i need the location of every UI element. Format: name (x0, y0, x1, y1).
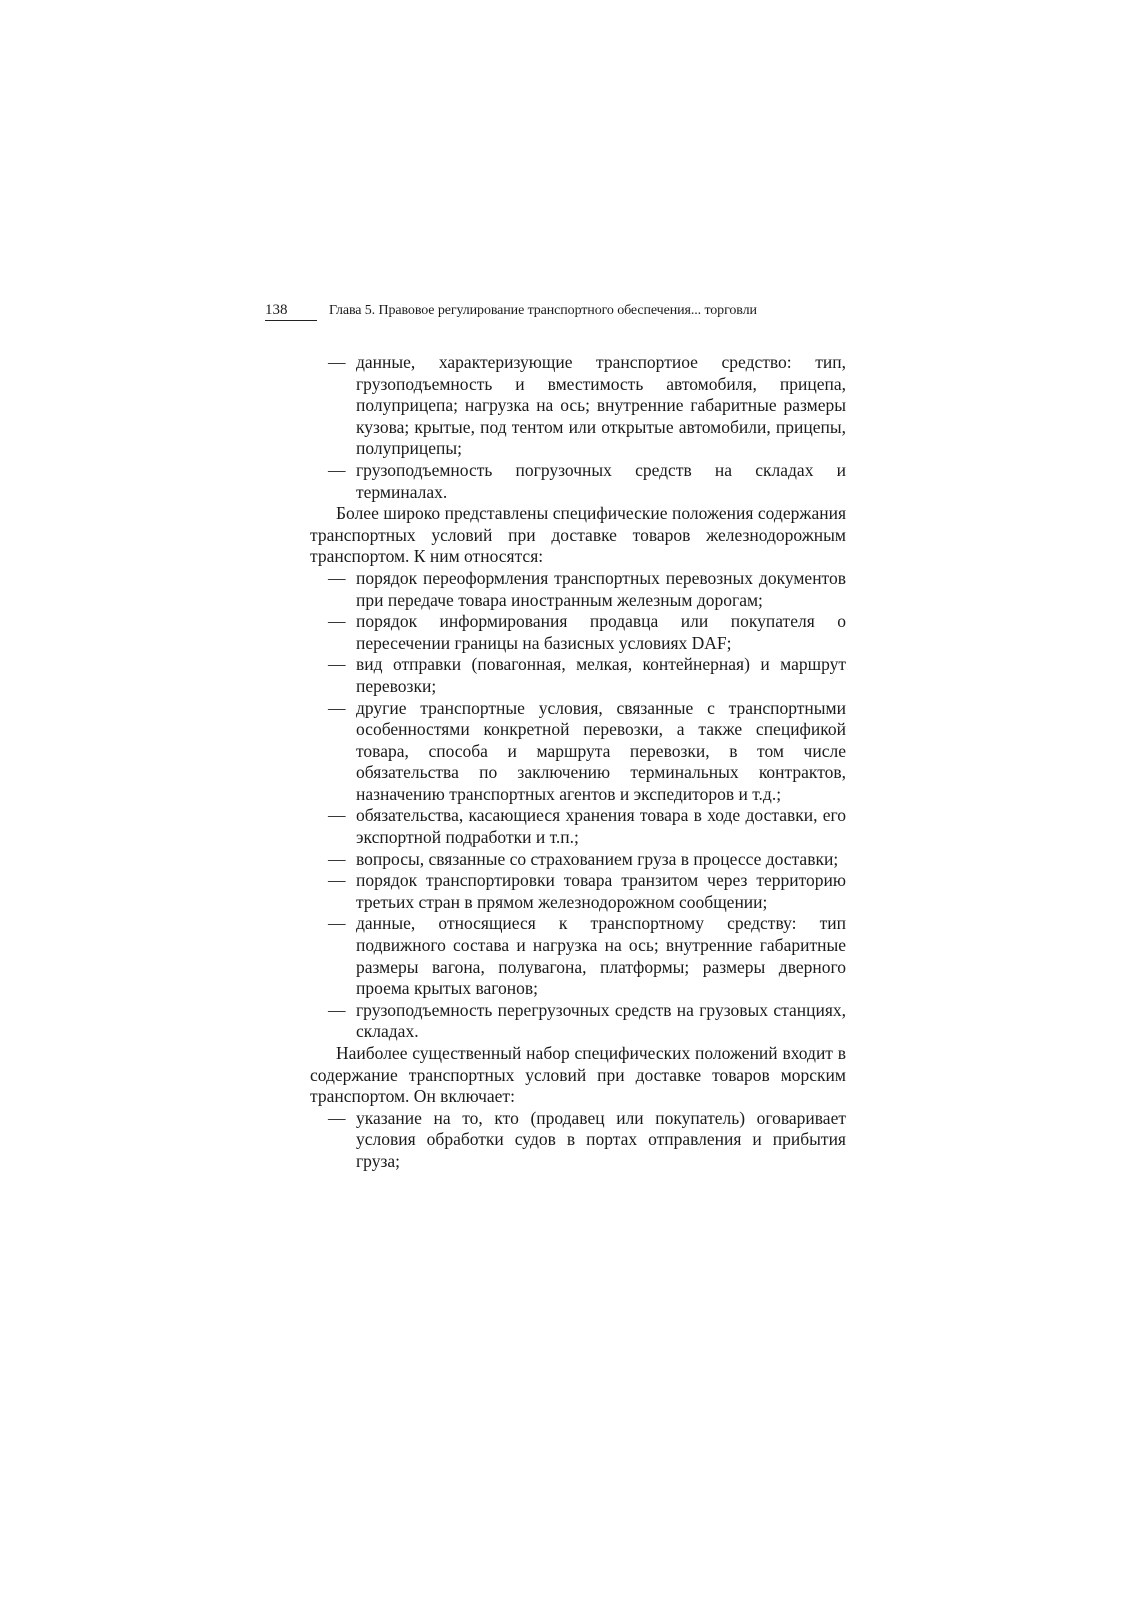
list-item-text: грузоподъемность погрузочных средств на складах и терминалах. (356, 459, 846, 502)
list-item (310, 352, 846, 460)
list-item (310, 849, 846, 871)
list-item (310, 654, 846, 697)
page-number: 138 (265, 302, 317, 321)
transport-vehicle-list (310, 352, 846, 503)
dash-marker: — (328, 870, 346, 891)
list-item-text: данные, характеризующие транспортиое средство: тип, грузоподъемность и вместимость автомобиля, прицепа, полуприцепа; нагрузка на ось; внутренние габаритные размеры кузова; крытые, под тентом или открытые автомобили, прицепы, полуприцепы; (356, 352, 846, 459)
list-item (310, 1108, 846, 1173)
dash-marker: — (328, 848, 346, 869)
running-title: Глава 5. Правовое регулирование транспортного обеспечения... торговли (329, 303, 757, 318)
dash-marker: — (328, 913, 346, 934)
dash-marker: — (328, 1107, 346, 1128)
list-item (310, 698, 846, 806)
paragraph-railway: Более широко представлены специфические положения содержания транспортных условий при доставке товаров железнодорожным транспортом. К ним относятся: (310, 503, 846, 567)
list-item (310, 611, 846, 654)
list-item (310, 805, 846, 848)
running-header (265, 302, 855, 321)
dash-marker: — (328, 805, 346, 826)
list-item-text: вид отправки (повагонная, мелкая, контейнерная) и маршрут перевозки; (356, 654, 846, 696)
list-item-text: порядок информирования продавца или покупателя о пересечении границы на базисных условиях DAF; (356, 611, 846, 653)
list-item (310, 1000, 846, 1043)
dash-marker: — (328, 697, 346, 718)
list-item-text: грузоподъемность перегрузочных средств на грузовых станциях, складах. (356, 999, 846, 1042)
dash-marker: — (328, 567, 346, 588)
paragraph-sea: Наиболее существенный набор специфических положений входит в содержание транспортных условий при доставке товаров морским транспортом. Он включает: (310, 1043, 846, 1107)
list-item-text: порядок транспортировки товара транзитом через территорию третьих стран в прямом железнодорожном сообщении; (356, 870, 846, 912)
page-body (310, 352, 846, 1173)
railway-conditions-list (310, 568, 846, 1043)
dash-marker: — (328, 654, 346, 675)
dash-marker: — (328, 611, 346, 632)
dash-marker: — (328, 352, 346, 372)
list-item-text: данные, относящиеся к транспортному средству: тип подвижного состава и нагрузка на ось; внутренние габаритные размеры вагона, полувагона, платформы; размеры дверного проема крытых вагонов; (356, 913, 846, 999)
list-item-text: другие транспортные условия, связанные с транспортными особенностями конкретной перевозки, а также спецификой товара, способа и маршрута перевозки, в том числе обязательства по заключению терминальных контрактов, назначению транспортных агентов и экспедиторов и т.д.; (356, 697, 846, 804)
list-item (310, 460, 846, 503)
list-item-text: порядок переоформления транспортных перевозных документов при передаче товара иностранным железным дорогам; (356, 567, 846, 610)
dash-marker: — (328, 459, 346, 480)
list-item-text: указание на то, кто (продавец или покупатель) оговаривает условия обработки судов в портах отправления и прибытия груза; (356, 1107, 846, 1171)
dash-marker: — (328, 999, 346, 1020)
sea-conditions-list (310, 1108, 846, 1173)
list-item (310, 870, 846, 913)
list-item-text: обязательства, касающиеся хранения товара в ходе доставки, его экспортной подработки и т.п.; (356, 805, 846, 848)
list-item (310, 913, 846, 999)
list-item-text: вопросы, связанные со страхованием груза в процессе доставки; (356, 848, 839, 869)
list-item (310, 568, 846, 611)
